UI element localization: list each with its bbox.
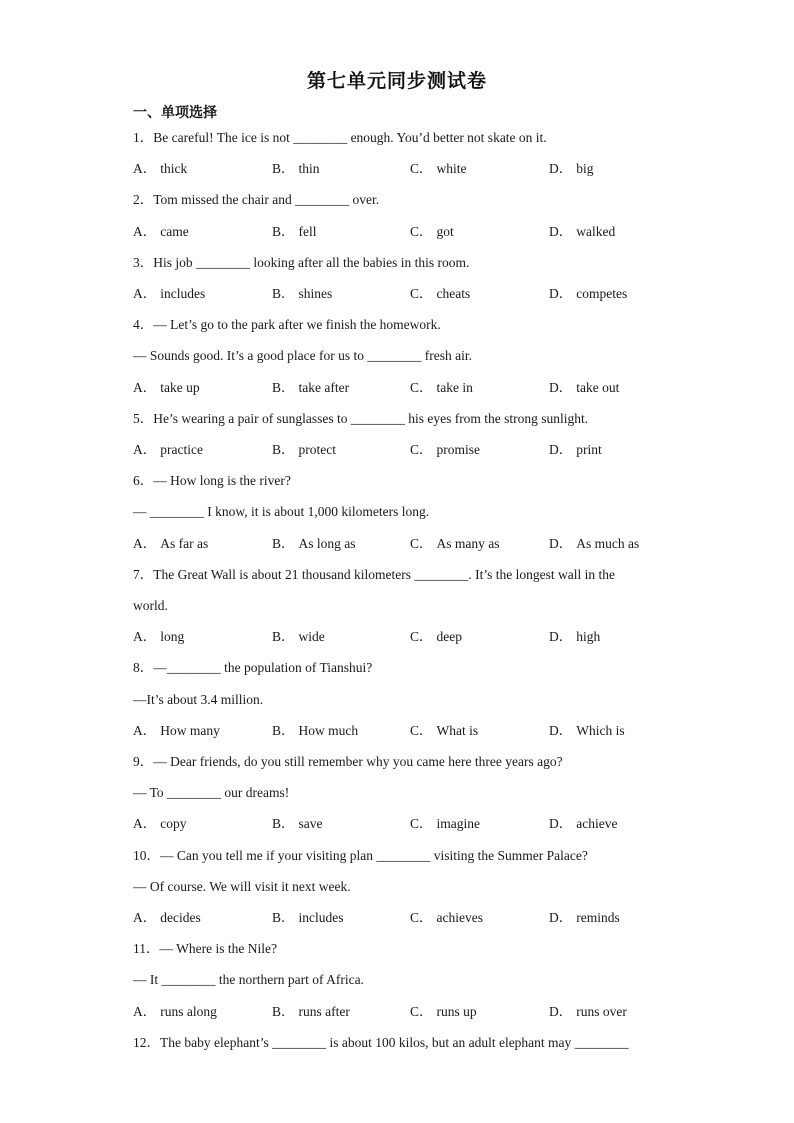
q1-option-b[interactable]: B． thin (272, 161, 320, 176)
q4-option-a[interactable]: A． take up (133, 380, 200, 395)
question-6-text-line2: — ________ I know, it is about 1,000 kilometers long. (133, 504, 430, 519)
q10-option-d[interactable]: D． reminds (549, 910, 620, 925)
question-8-text: 8．—________ the population of Tianshui? (133, 660, 373, 675)
q9-option-a[interactable]: A． copy (133, 816, 187, 831)
q7-option-c[interactable]: C． deep (410, 629, 462, 644)
q7-option-b[interactable]: B． wide (272, 629, 325, 644)
q5-option-c[interactable]: C． promise (410, 442, 481, 457)
q2-option-c[interactable]: C． got (410, 224, 454, 239)
question-9-text-line2: — To ________ our dreams! (133, 785, 290, 800)
q6-option-c[interactable]: C． As many as (410, 536, 500, 551)
question-10-text: 10．— Can you tell me if your visiting plan ________ visiting the Summer Palace? (133, 848, 588, 863)
question-8-text-line2: —It’s about 3.4 million. (133, 692, 264, 707)
question-7-text-line2: world. (133, 598, 168, 613)
question-9-text: 9．— Dear friends, do you still remember why you came here three years ago? (133, 754, 563, 769)
q7-option-d[interactable]: D． high (549, 629, 601, 644)
question-5-text: 5．He’s wearing a pair of sunglasses to ________ his eyes from the strong sunlight. (133, 411, 589, 426)
q11-option-b[interactable]: B． runs after (272, 1004, 350, 1019)
q7-option-a[interactable]: A． long (133, 629, 185, 644)
q8-option-a[interactable]: A． How many (133, 723, 220, 738)
question-10-text-line2: — Of course. We will visit it next week. (133, 879, 351, 894)
question-4-text-line2: — Sounds good. It’s a good place for us to ________ fresh air. (133, 348, 472, 363)
question-11-text-line2: — It ________ the northern part of Africa. (133, 972, 364, 987)
q1-option-a[interactable]: A． thick (133, 161, 188, 176)
q8-option-d[interactable]: D． Which is (549, 723, 625, 738)
q3-option-c[interactable]: C． cheats (410, 286, 471, 301)
page-title: 第七单元同步测试卷 (306, 70, 487, 92)
question-7-text: 7．The Great Wall is about 21 thousand kilometers ________. It’s the longest wall in the (133, 567, 615, 582)
q4-option-c[interactable]: C． take in (410, 380, 473, 395)
q8-option-b[interactable]: B． How much (272, 723, 359, 738)
question-1-text: 1．Be careful! The ice is not ________ enough. You’d better not skate on it. (133, 130, 547, 145)
q2-option-d[interactable]: D． walked (549, 224, 616, 239)
q4-option-b[interactable]: B． take after (272, 380, 350, 395)
q9-option-b[interactable]: B． save (272, 816, 323, 831)
q3-option-a[interactable]: A． includes (133, 286, 206, 301)
q10-option-b[interactable]: B． includes (272, 910, 344, 925)
question-12-text: 12．The baby elephant’s ________ is about 100 kilos, but an adult elephant may ________ (133, 1035, 629, 1050)
q1-option-d[interactable]: D． big (549, 161, 594, 176)
q1-option-c[interactable]: C． white (410, 161, 467, 176)
q2-option-b[interactable]: B． fell (272, 224, 317, 239)
q5-option-b[interactable]: B． protect (272, 442, 336, 457)
section-heading: 一、单项选择 (133, 105, 217, 121)
q6-option-a[interactable]: A． As far as (133, 536, 209, 551)
q9-option-d[interactable]: D． achieve (549, 816, 618, 831)
question-11-text: 11．— Where is the Nile? (133, 941, 277, 956)
q11-option-a[interactable]: A． runs along (133, 1004, 217, 1019)
q10-option-a[interactable]: A． decides (133, 910, 201, 925)
q11-option-d[interactable]: D． runs over (549, 1004, 627, 1019)
q2-option-a[interactable]: A． came (133, 224, 189, 239)
q6-option-b[interactable]: B． As long as (272, 536, 356, 551)
q3-option-d[interactable]: D． competes (549, 286, 628, 301)
q5-option-d[interactable]: D． print (549, 442, 602, 457)
q6-option-d[interactable]: D． As much as (549, 536, 640, 551)
q9-option-c[interactable]: C． imagine (410, 816, 481, 831)
q11-option-c[interactable]: C． runs up (410, 1004, 477, 1019)
question-2-text: 2．Tom missed the chair and ________ over. (133, 192, 380, 207)
question-6-text: 6．— How long is the river? (133, 473, 291, 488)
question-3-text: 3．His job ________ looking after all the babies in this room. (133, 255, 470, 270)
q4-option-d[interactable]: D． take out (549, 380, 620, 395)
q5-option-a[interactable]: A． practice (133, 442, 203, 457)
q10-option-c[interactable]: C． achieves (410, 910, 483, 925)
q8-option-c[interactable]: C． What is (410, 723, 479, 738)
q3-option-b[interactable]: B． shines (272, 286, 333, 301)
question-4-text: 4．— Let’s go to the park after we finish the homework. (133, 317, 441, 332)
